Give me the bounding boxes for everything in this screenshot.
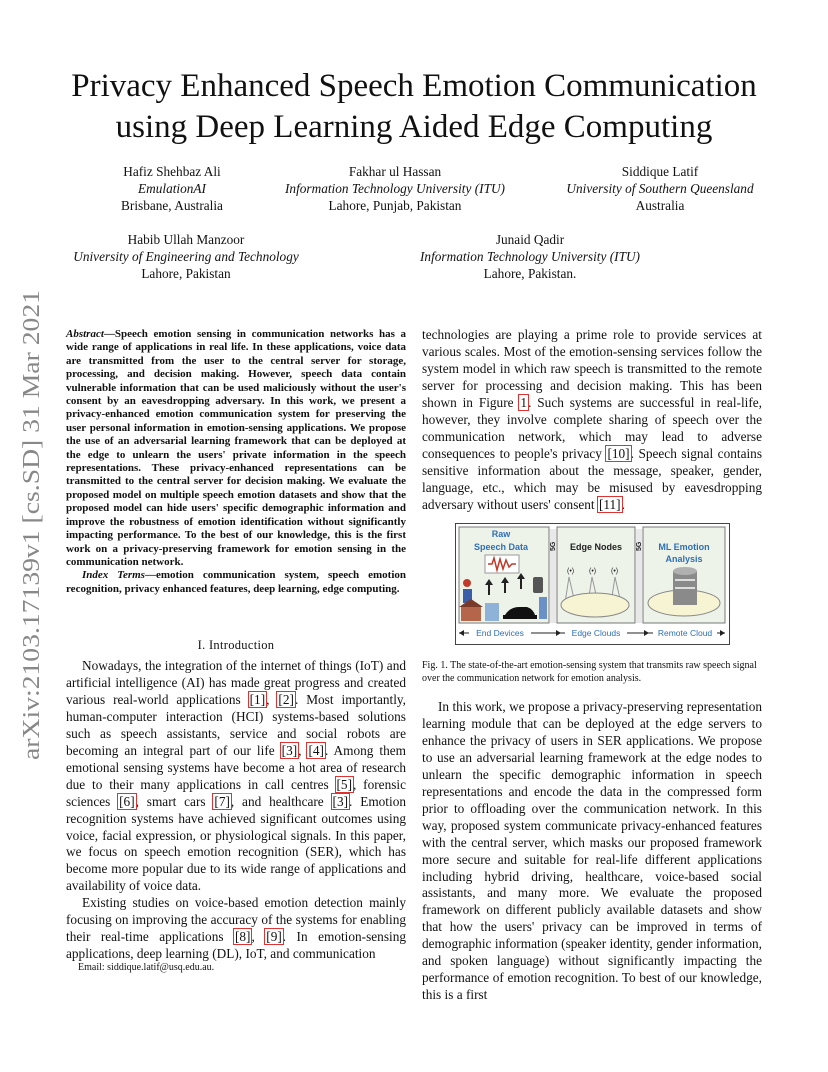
- author-location: Lahore, Pakistan.: [483, 266, 577, 281]
- section-heading-introduction: I. Introduction: [197, 638, 275, 652]
- author-location: Australia: [635, 198, 685, 213]
- figure-1-diagram: [455, 523, 730, 645]
- figure-caption: Fig. 1. The state-of-the-art emotion-sensing system that transmits raw speech signal over the communication network for emotion analysis.: [422, 660, 757, 684]
- svg-text:(•): (•): [589, 568, 597, 575]
- box3-label-line2: Analysis: [665, 554, 703, 564]
- link-5g-label-1: 5G: [550, 541, 557, 551]
- index-terms-text: —emotion communication system, speech emotion recognition, privacy enhanced features, deep learning, edge computing.: [66, 569, 406, 595]
- bottom-label-remote-cloud: Remote Cloud: [657, 628, 713, 638]
- right-column-paragraph-2: [422, 699, 762, 1004]
- footnote-email: Email: siddique.latif@usq.edu.au.: [78, 962, 215, 973]
- author-affiliation: University of Southern Queensland: [566, 181, 754, 196]
- author-block-4: [55, 231, 317, 282]
- abstract: [66, 328, 406, 596]
- link-5g-label-2: 5G: [636, 541, 643, 551]
- citation-link[interactable]: [11]: [598, 496, 621, 512]
- author-block-1: [82, 163, 262, 214]
- author-block-2: [270, 163, 520, 214]
- author-affiliation: EmulationAI: [138, 181, 206, 196]
- abstract-text: —Speech emotion sensing in communication networks has a wide range of applications in real life. In these applications, voice data are transmitted from the user to the central server for storage, processing, and decision making. However, speech data contain vulnerable information that can be used maliciously without the user's consent by an eavesdropping adversary. In this work, we present a privacy-enhanced emotion communication system for preserving the user personal information in emotion-sensing applications. We propose the use of an adversarial learning framework that can be deployed at the edge to unlearn the users' private information in the speech representations. These privacy-enhanced representations can be transmitted to the central server for decision making. We evaluate the proposed model on multiple speech emotion datasets and show that the proposed model can hide users' specific demographic information and improve the robustness of emotion identification without significantly impacting performance. To the best of our knowledge, this is the first work on a privacy-preserving framework for emotion sensing in the communication network.: [66, 328, 406, 568]
- author-affiliation: Information Technology University (ITU): [285, 181, 505, 196]
- author-block-5: [405, 231, 655, 282]
- citation-link[interactable]: [9]: [266, 929, 282, 945]
- author-affiliation: Information Technology University (ITU): [420, 249, 640, 264]
- citation-link[interactable]: [10]: [607, 445, 630, 461]
- title-line-1: Privacy Enhanced Speech Emotion Communication: [71, 68, 757, 104]
- author-name: Junaid Qadir: [495, 232, 565, 247]
- box1-label-line1: Raw: [491, 529, 511, 539]
- citation-link[interactable]: [3]: [281, 742, 298, 758]
- right-paragraph-text: In this work, we propose a privacy-preserving representation learning module that can be deployed at the edge servers to enhance the privacy of users in SER applications. We propose to use an adversarial learning framework at the edge nodes to unlearn the specific demographic information in speech representations and encode the data in the compressed form prior to offloading over the communication network. In this way, proposed system communicate privacy-enhanced features with the central server, which masks our proposed framework more secure and suitable for real-life different applications including hybrid driving, healthcare, voice-based social assistants, and many more. We evaluate the proposed framework on different publicly available datasets and show that how the users' privacy can be improved in terms of demographic information (speaker identity, gender information, and spoken language) without significantly impacting the performance of emotion recognition. To best of our knowledge, this is a first: [422, 699, 762, 1003]
- index-terms-label: Index Terms: [82, 569, 145, 582]
- author-name: Fakhar ul Hassan: [348, 164, 442, 179]
- box2-label: Edge Nodes: [569, 542, 623, 552]
- left-column-body: [66, 658, 406, 963]
- arxiv-stamp: [6, 290, 50, 770]
- title-line-2: using Deep Learning Aided Edge Computing: [115, 109, 713, 145]
- author-name: Habib Ullah Manzoor: [127, 232, 245, 247]
- svg-text:(•): (•): [611, 568, 619, 575]
- abstract-label: Abstract: [66, 328, 104, 340]
- citation-link[interactable]: [5]: [336, 776, 353, 792]
- author-name: Siddique Latif: [621, 164, 699, 179]
- citation-link[interactable]: [2]: [278, 691, 294, 707]
- paper-title: [40, 66, 788, 148]
- right-column-paragraph-1: technologies are playing a prime role to provide services at various scales. Most of the emotion-sensing services follow the system model in which raw speech is transmitted to the remote server for processing and decision making. This has been shown in Figure 1. Such systems are successful in real-life, however, they involve complete sharing of speech over the communication network, which may lead to adverse consequences to people's privacy [10]. Speech signal contains sensitive information about the message, speaker, gender, language, etc., which may be misused by eavesdropping adversary without users' consent [11].: [422, 327, 762, 512]
- intro-paragraph-1: Nowadays, the integration of the internet of things (IoT) and artificial intelligence (AI) has made great progress and created various real-world applications [1], [2]. Most importantly, human-computer interaction (HCI) systems-based solutions such as speech assistants, service and social robots are becoming an integral part of our life [3], [4]. Among them emotional sensing systems have become a hot area of research due to their many applications in call centres [5], forensic sciences [6], smart cars [7], and healthcare [3]. Emotion recognition systems have achieved significant outcomes using voice, facial expression, or physiological signals. In this paper, we focus on speech emotion recognition (SER), which has become more popular due to its wide range of applications and availability of voice data.: [66, 658, 407, 894]
- citation-link[interactable]: [6]: [119, 793, 135, 809]
- bottom-label-end-devices: End Devices: [476, 628, 524, 638]
- author-location: Lahore, Pakistan: [141, 266, 231, 281]
- author-affiliation: University of Engineering and Technology: [73, 249, 299, 264]
- author-block-3: [550, 163, 770, 214]
- arxiv-identifier[interactable]: arXiv:2103.17139v1 [cs.SD] 31 Mar 2021: [19, 352, 45, 760]
- citation-link[interactable]: [3]: [332, 793, 349, 809]
- svg-text:(•): (•): [567, 568, 575, 575]
- citation-link[interactable]: [8]: [234, 929, 251, 945]
- author-location: Brisbane, Australia: [121, 198, 223, 213]
- author-location: Lahore, Punjab, Pakistan: [328, 198, 462, 213]
- box1-label-line2: Speech Data: [473, 542, 529, 552]
- intro-paragraph-2: Existing studies on voice-based emotion detection mainly focusing on improving the accuracy of the systems for enabling their real-time applications [8], [9]. In emotion-sensing applications, deep learning (DL), IoT, and communication: [66, 895, 406, 962]
- bottom-label-edge-clouds: Edge Clouds: [571, 628, 621, 638]
- box3-label-line1: ML Emotion: [658, 542, 710, 552]
- author-name: Hafiz Shehbaz Ali: [123, 164, 221, 179]
- citation-link[interactable]: [7]: [214, 793, 230, 809]
- citation-link[interactable]: [1]: [249, 691, 266, 707]
- citation-link[interactable]: [4]: [308, 742, 324, 758]
- figure-link[interactable]: 1: [520, 394, 528, 410]
